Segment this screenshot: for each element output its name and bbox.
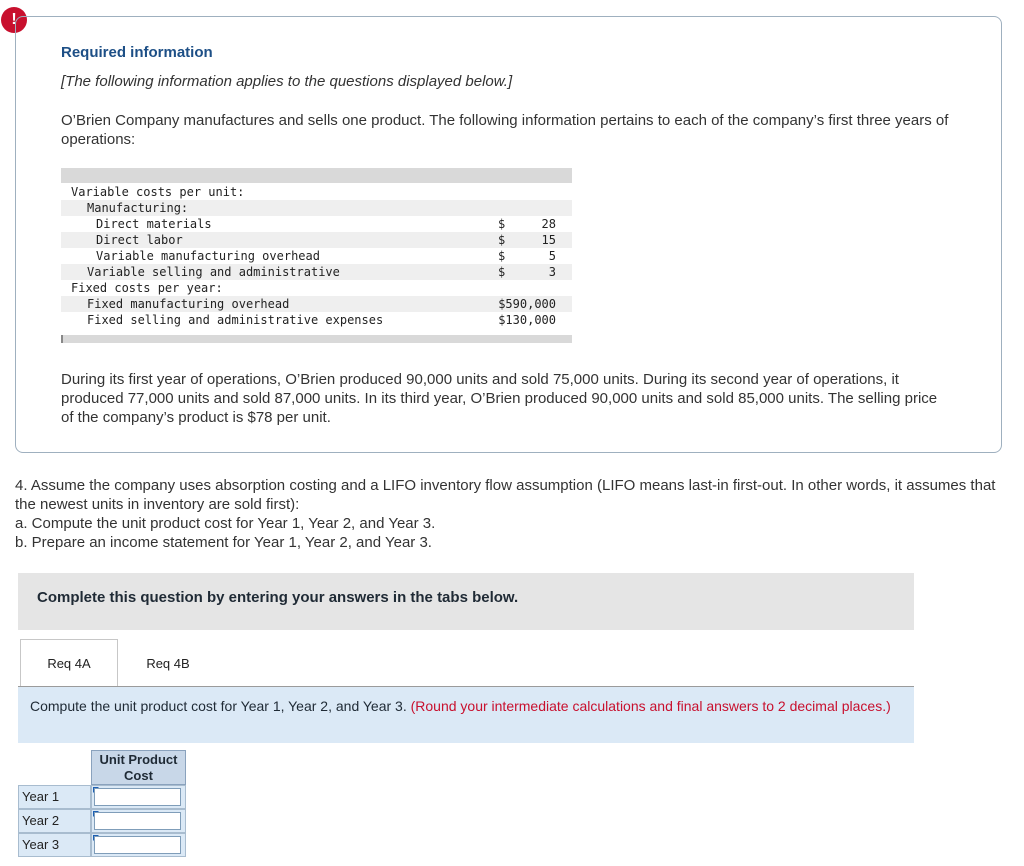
table-header-bar — [61, 168, 572, 183]
table-corner — [18, 750, 91, 785]
applies-note: [The following information applies to the questions displayed below.] — [61, 73, 513, 90]
question-line: 4. Assume the company uses absorption costing and a LIFO inventory flow assumption (LIFO means last-in first-out. In other words, it assumes that the newest units in inventory are sold first): — [15, 477, 996, 513]
unit-product-cost-header: Unit Product Cost — [91, 750, 186, 785]
tab-instruction — [18, 687, 914, 743]
row-label: Manufacturing: — [87, 201, 189, 215]
table-row — [61, 312, 572, 328]
row-label: Variable costs per unit: — [71, 185, 245, 199]
row-currency: $ — [498, 217, 506, 231]
row-amount: 28 — [541, 217, 556, 231]
banner-text: Complete this question by entering your answers in the tabs below. — [37, 589, 519, 606]
table-row — [61, 264, 572, 280]
row-label-year-1: Year 1 — [18, 785, 91, 809]
table-footer-bar — [61, 335, 572, 343]
row-label: Fixed costs per year: — [71, 281, 223, 295]
tab-req-4b[interactable]: Req 4B — [146, 655, 190, 671]
row-label: Variable selling and administrative — [87, 265, 340, 279]
row-amount: 5 — [548, 249, 556, 263]
operations-paragraph: During its first year of operations, O’Brien produced 90,000 units and sold 75,000 units. During its second year of operations, it produced 77,000 units and sold 87,000 units. In its third year, O’Brien produced 90,000 units and sold 85,000 units. The selling price of the company’s product is $78 per unit. — [61, 371, 938, 426]
row-currency: $ — [498, 233, 506, 247]
row-label: Variable manufacturing overhead — [96, 249, 320, 263]
question-text — [15, 476, 1005, 552]
answer-cell — [91, 833, 186, 857]
row-label: Direct materials — [96, 217, 212, 231]
cost-data-table — [61, 168, 572, 343]
table-row — [61, 248, 572, 264]
table-row — [61, 280, 572, 296]
question-part-b: b. Prepare an income statement for Year 1, Year 2, and Year 3. — [15, 534, 432, 551]
year-3-unit-cost-input[interactable] — [94, 836, 181, 854]
rounding-note: (Round your intermediate calculations and final answers to 2 decimal places.) — [410, 698, 891, 714]
tab-req-4a[interactable]: Req 4A — [20, 639, 118, 687]
table-row — [61, 184, 572, 200]
answer-cell — [91, 809, 186, 833]
question-part-a: a. Compute the unit product cost for Year 1, Year 2, and Year 3. — [15, 515, 436, 532]
row-amount: $130,000 — [498, 313, 556, 327]
table-row — [61, 216, 572, 232]
row-label: Direct labor — [96, 233, 183, 247]
row-label-year-2: Year 2 — [18, 809, 91, 833]
row-amount: 15 — [541, 233, 556, 247]
instruction-banner — [18, 573, 914, 630]
instruction-text: Compute the unit product cost for Year 1, Year 2, and Year 3. — [30, 698, 411, 714]
intro-text: O’Brien Company manufactures and sells one product. The following information pertains to each of the company’s first three years of operations: — [61, 112, 949, 148]
row-label: Fixed manufacturing overhead — [87, 297, 290, 311]
year-1-unit-cost-input[interactable] — [94, 788, 181, 806]
row-amount: $590,000 — [498, 297, 556, 311]
year-2-unit-cost-input[interactable] — [94, 812, 181, 830]
required-information-title: Required information — [61, 44, 213, 61]
row-amount: 3 — [548, 265, 556, 279]
row-currency: $ — [498, 249, 506, 263]
table-row — [61, 232, 572, 248]
row-currency: $ — [498, 265, 506, 279]
table-row — [61, 200, 572, 216]
alert-icon: ! — [1, 7, 27, 33]
table-row — [61, 296, 572, 312]
row-label-year-3: Year 3 — [18, 833, 91, 857]
answer-cell — [91, 785, 186, 809]
row-label: Fixed selling and administrative expenses — [87, 313, 384, 327]
